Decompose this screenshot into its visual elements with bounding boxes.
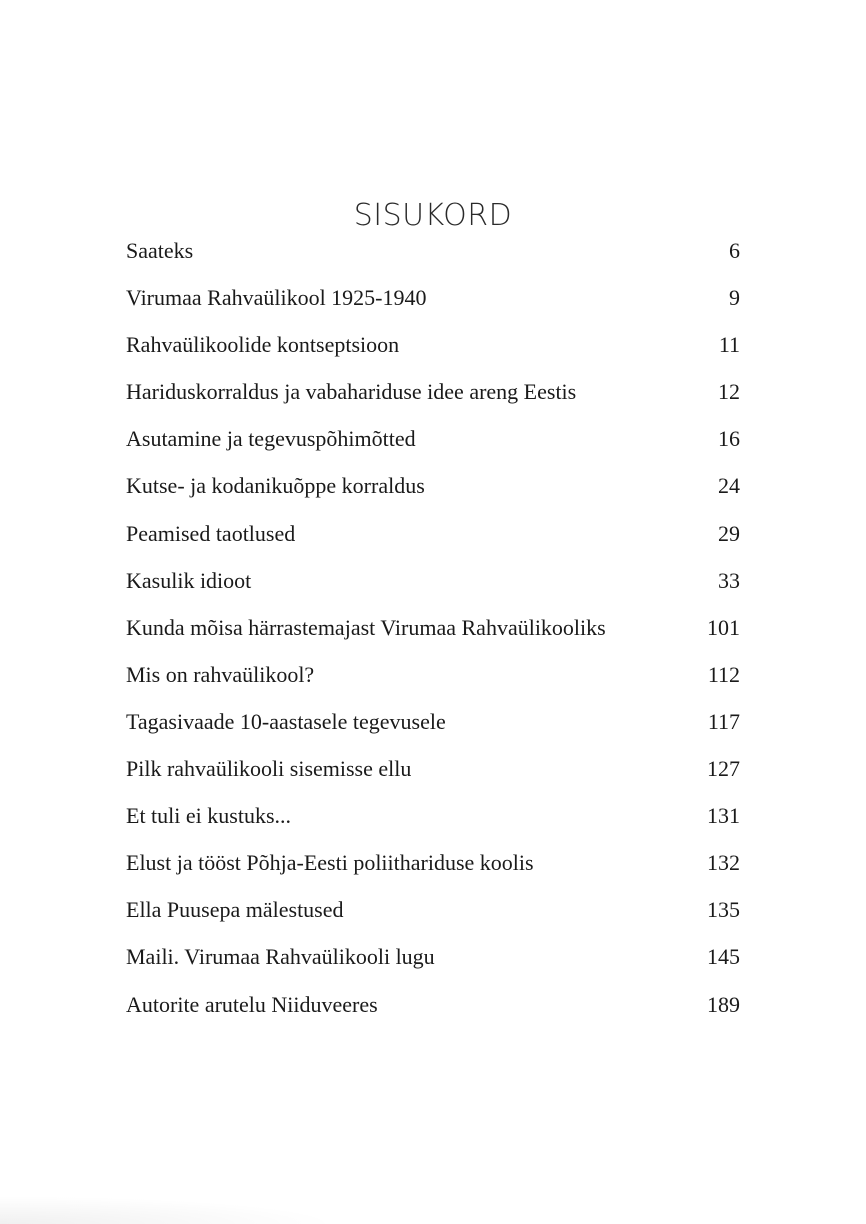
toc-entry-title: Kutse- ja kodanikuõppe korraldus (126, 473, 425, 499)
toc-entry-page-number: 33 (718, 567, 740, 593)
toc-entry-title: Maili. Virumaa Rahvaülikooli lugu (126, 944, 435, 970)
page-edge-shadow (0, 1184, 480, 1224)
toc-entry[interactable] (126, 422, 740, 469)
toc-entry[interactable] (126, 846, 740, 893)
toc-entry-title: Et tuli ei kustuks... (126, 803, 291, 829)
toc-entry[interactable] (126, 281, 740, 328)
toc-entry[interactable] (126, 940, 740, 987)
toc-entry-title: Tagasivaade 10-aastasele tegevusele (126, 708, 446, 734)
toc-entry-page-number: 131 (707, 803, 740, 829)
toc-entry-page-number: 24 (718, 473, 740, 499)
toc-entry-page-number: 112 (707, 661, 740, 687)
toc-entry[interactable] (126, 799, 740, 846)
toc-entry-page-number: 117 (707, 708, 740, 734)
toc-entry[interactable] (126, 658, 740, 705)
toc-entry-page-number: 132 (707, 850, 740, 876)
toc-entry-page-number: 101 (707, 614, 740, 640)
toc-entry[interactable] (126, 234, 740, 281)
toc-entry-page-number: 9 (729, 285, 740, 311)
toc-entry-title: Peamised taotlused (126, 520, 296, 546)
toc-entry-page-number: 12 (718, 379, 740, 405)
table-of-contents (126, 234, 740, 1035)
page-title: SISUKORD (353, 198, 513, 234)
toc-entry-title: Kunda mõisa härrastemajast Virumaa Rahvaülikooliks (126, 614, 606, 640)
toc-entry-page-number: 135 (707, 897, 740, 923)
toc-entry[interactable] (126, 705, 740, 752)
toc-entry-title: Elust ja tööst Põhja-Eesti poliithariduse koolis (126, 850, 534, 876)
toc-entry[interactable] (126, 517, 740, 564)
toc-entry[interactable] (126, 752, 740, 799)
toc-entry-title: Virumaa Rahvaülikool 1925-1940 (126, 285, 427, 311)
toc-entry-title: Hariduskorraldus ja vabahariduse idee areng Eestis (126, 379, 577, 405)
toc-entry-page-number: 127 (707, 756, 740, 782)
toc-entry-page-number: 16 (718, 426, 740, 452)
toc-entry-page-number: 29 (718, 520, 740, 546)
toc-entry[interactable] (126, 988, 740, 1035)
toc-entry-title: Asutamine ja tegevuspõhimõtted (126, 426, 416, 452)
toc-entry[interactable] (126, 893, 740, 940)
toc-entry-title: Kasulik idioot (126, 567, 252, 593)
toc-entry-title: Saateks (126, 238, 194, 263)
toc-entry-title: Autorite arutelu Niiduveeres (126, 991, 378, 1017)
toc-entry-page-number: 6 (729, 238, 740, 263)
toc-entry[interactable] (126, 564, 740, 611)
toc-entry-title: Rahvaülikoolide kontseptsioon (126, 332, 400, 358)
toc-entry[interactable] (126, 611, 740, 658)
toc-entry-title: Pilk rahvaülikooli sisemisse ellu (126, 756, 412, 782)
toc-entry[interactable] (126, 375, 740, 422)
toc-entry-title: Ella Puusepa mälestused (126, 897, 344, 923)
toc-entry[interactable] (126, 469, 740, 516)
toc-entry-title: Mis on rahvaülikool? (126, 661, 315, 687)
toc-entry-page-number: 189 (707, 991, 740, 1017)
toc-entry-page-number: 145 (707, 944, 740, 970)
toc-entry-page-number: 11 (718, 332, 740, 358)
toc-entry[interactable] (126, 328, 740, 375)
